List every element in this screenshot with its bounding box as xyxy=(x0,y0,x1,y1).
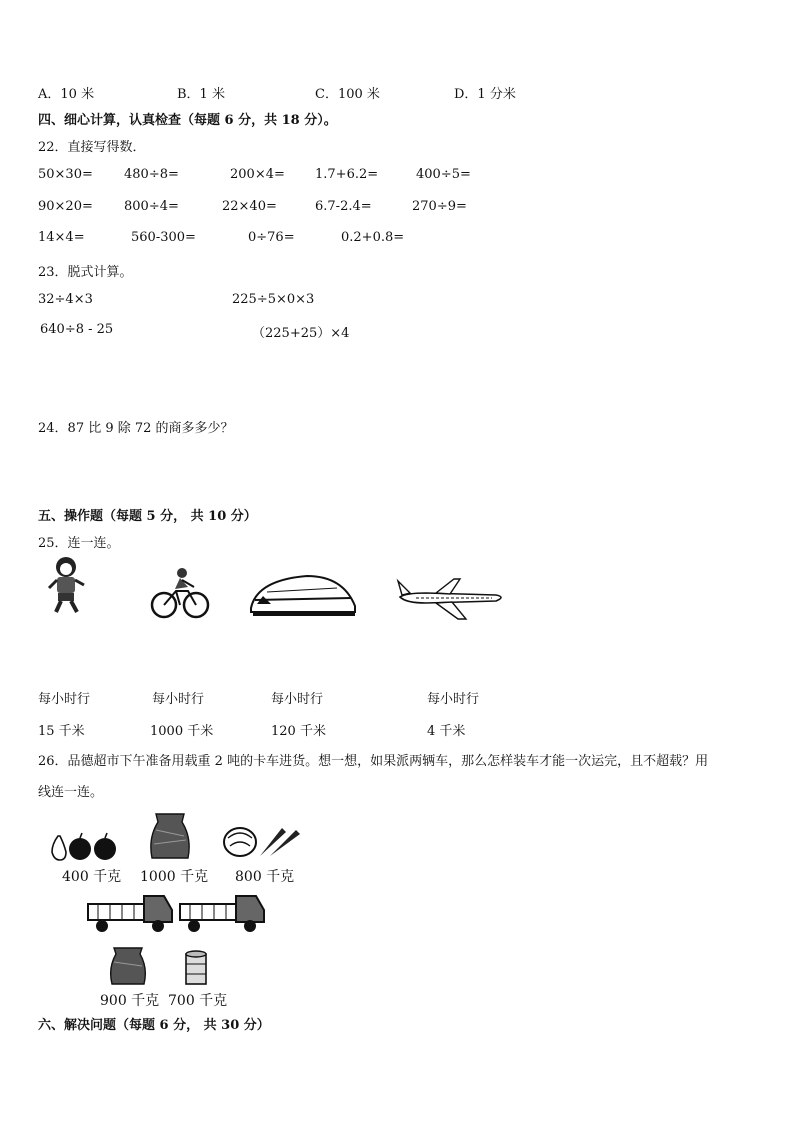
q26-title-line2: 线连一连。 xyxy=(38,785,104,800)
sack-image xyxy=(108,944,148,986)
calc-item: 1.7+6.2= xyxy=(315,167,379,182)
speed-label: 每小时行 xyxy=(152,692,205,707)
calc-item: 270÷9= xyxy=(412,199,467,214)
calc-item: 400÷5= xyxy=(416,167,471,182)
section-6-title: 六、解决问题（每题 6 分， 共 30 分） xyxy=(38,1018,270,1033)
cyclist-image xyxy=(150,565,210,620)
barrel-image xyxy=(184,950,208,988)
q24-title: 24．87 比 9 除 72 的商多多少？ xyxy=(38,421,234,436)
calc-item: 6.7-2.4= xyxy=(315,199,372,214)
speed-value: 4 千米 xyxy=(427,724,466,739)
calc-item: 90×20= xyxy=(38,199,93,214)
calc-item: 560-300= xyxy=(131,230,196,245)
train-image xyxy=(247,570,359,620)
q22-title: 22．直接写得数． xyxy=(38,140,146,155)
calc-item: 800÷4= xyxy=(124,199,179,214)
calc-item: 14×4= xyxy=(38,230,85,245)
option-d: D．1 分米 xyxy=(454,87,516,102)
speed-value: 15 千米 xyxy=(38,724,85,739)
weight-label: 800 千克 xyxy=(235,869,295,885)
weight-label: 400 千克 xyxy=(62,869,122,885)
calc-item: 480÷8= xyxy=(124,167,179,182)
q25-title: 25．连一连。 xyxy=(38,536,120,551)
speed-label: 每小时行 xyxy=(427,692,480,707)
weight-label: 1000 千克 xyxy=(140,869,209,885)
speed-value: 1000 千米 xyxy=(150,724,214,739)
speed-value: 120 千米 xyxy=(271,724,326,739)
expression: 640÷8 - 25 xyxy=(40,322,114,337)
calc-item: 0÷76= xyxy=(248,230,295,245)
option-a: A．10 米 xyxy=(38,87,95,102)
option-b: B．1 米 xyxy=(177,87,225,102)
weight-label: 700 千克 xyxy=(168,993,228,1009)
calc-item: 0.2+0.8= xyxy=(341,230,405,245)
expression: 225÷5×0×3 xyxy=(232,292,315,307)
speed-label: 每小时行 xyxy=(38,692,91,707)
calc-item: 22×40= xyxy=(222,199,277,214)
calc-item: 50×30= xyxy=(38,167,93,182)
section-5-title: 五、操作题（每题 5 分， 共 10 分） xyxy=(38,509,257,524)
airplane-image xyxy=(396,575,508,621)
q23-title: 23．脱式计算。 xyxy=(38,265,133,280)
section-4-title: 四、细心计算，认真检查（每题 6 分，共 18 分）。 xyxy=(38,113,337,128)
option-c: C．100 米 xyxy=(315,87,380,102)
weight-label: 900 千克 xyxy=(100,993,160,1009)
speed-label: 每小时行 xyxy=(271,692,324,707)
calc-item: 200×4= xyxy=(230,167,285,182)
vegetables-image xyxy=(220,820,302,860)
walking-child-image xyxy=(46,555,88,615)
fruit-image xyxy=(48,830,120,862)
expression: （225+25）×4 xyxy=(252,326,350,341)
truck-image xyxy=(178,892,266,934)
truck-image xyxy=(86,892,174,934)
expression: 32÷4×3 xyxy=(38,292,93,307)
sack-image xyxy=(148,810,192,860)
q26-title-line1: 26．品德超市下午准备用载重 2 吨的卡车进货。想一想，如果派两辆车，那么怎样装车才能一次运完，且不超载？用 xyxy=(38,754,709,769)
